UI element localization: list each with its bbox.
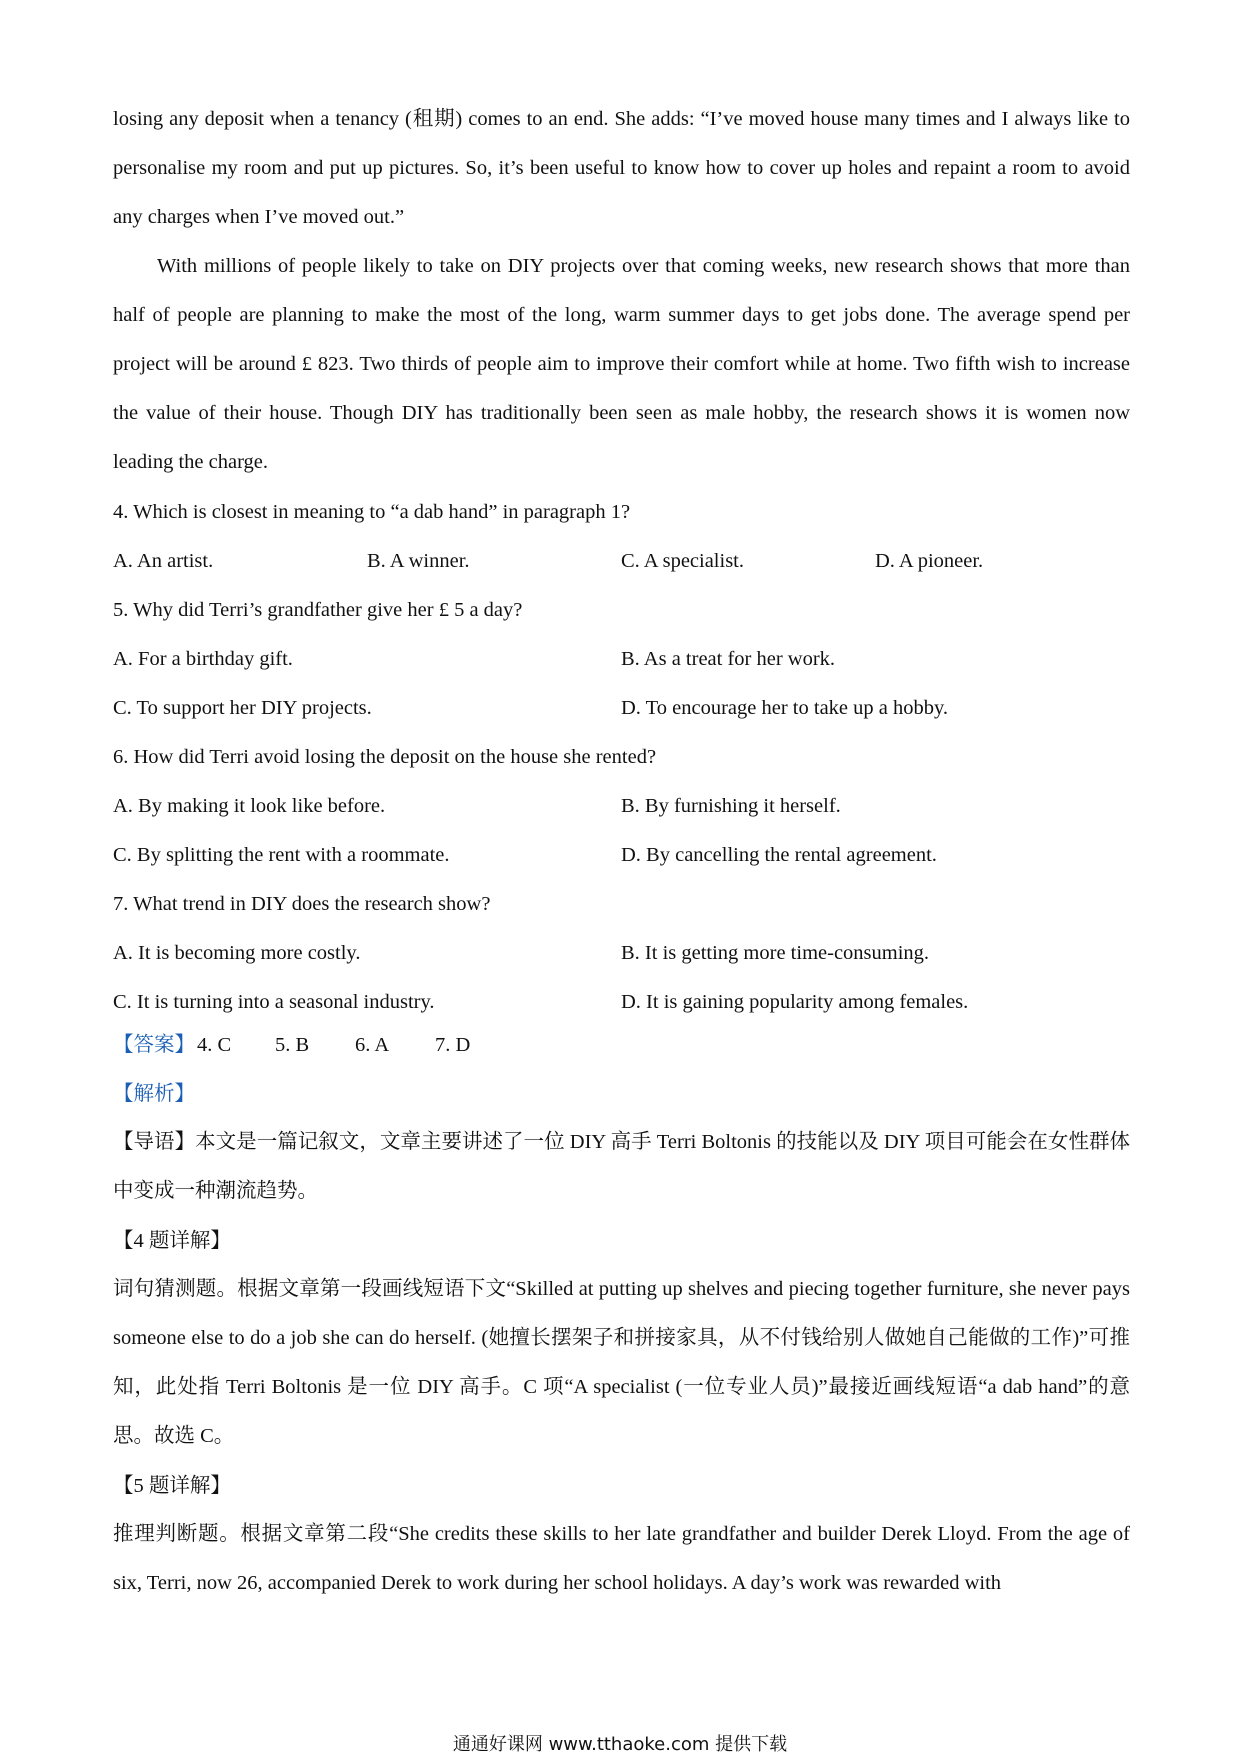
question-7-option-c: C. It is turning into a seasonal industry. [113, 991, 435, 1013]
question-4-option-c: C. A specialist. [621, 550, 744, 572]
question-5-option-a: A. For a birthday gift. [113, 648, 293, 670]
question-5-stem: 5. Why did Terri’s grandfather give her £ 5 a day? [113, 599, 523, 621]
question-6-option-c: C. By splitting the rent with a roommate. [113, 844, 450, 866]
question-5-option-c: C. To support her DIY projects. [113, 697, 372, 719]
question-6-option-b: B. By furnishing it herself. [621, 795, 841, 817]
q4-detail-heading: 【4 题详解】 [113, 1230, 231, 1252]
answer-4: 4. C [197, 1034, 232, 1056]
answer-6: 6. A [355, 1034, 390, 1056]
question-4-option-d: D. A pioneer. [875, 550, 984, 572]
question-7-option-b: B. It is getting more time-consuming. [621, 942, 930, 964]
q5-detail-text: 推理判断题。根据文章第二段“She credits these skills to her late grandfather and builder Derek Lloyd. From the age of six, Terri, now 26, accompanied Derek to work during her school holidays. A day’s work was rewarded with [113, 1523, 1130, 1594]
answer-5: 5. B [275, 1034, 310, 1056]
question-6-stem: 6. How did Terri avoid losing the deposit on the house she rented? [113, 746, 657, 768]
answer-7: 7. D [435, 1034, 471, 1056]
guide-section [113, 1118, 1130, 1216]
question-6-option-a: A. By making it look like before. [113, 795, 386, 817]
analysis-label: 【解析】 [113, 1083, 195, 1105]
answer-key [113, 1033, 470, 1057]
question-5-option-d: D. To encourage her to take up a hobby. [621, 697, 949, 719]
question-4-option-a: A. An artist. [113, 550, 214, 572]
passage-paragraph-1: losing any deposit when a tenancy (租期) comes to an end. She adds: “I’ve moved house many times and I always like to personalise my room and put up pictures. So, it’s been useful to know how to cover up holes and repaint a room to avoid any charges when I’ve moved out.” [113, 108, 1130, 228]
question-7-stem: 7. What trend in DIY does the research show? [113, 893, 491, 915]
question-7-option-a: A. It is becoming more costly. [113, 942, 361, 964]
q4-detail-text: 词句猜测题。根据文章第一段画线短语下文“Skilled at putting up shelves and piecing together furniture, she never pays someone else to do a job she can do herself. (她擅长摆架子和拼接家具，从不付钱给别人做她自己能做的工作)”可推知，此处指 Terri Boltonis 是一位 DIY 高手。C 项“A specialist (一位专业人员)”最接近画线短语“a dab hand”的意思。故选 C。 [113, 1278, 1130, 1447]
question-5-option-b: B. As a treat for her work. [621, 648, 836, 670]
passage-paragraph-2: With millions of people likely to take on DIY projects over that coming weeks, new research shows that more than half of people are planning to make the most of the long, warm summer days to get jobs done. The average spend per project will be around £ 823. Two thirds of people aim to improve their comfort while at home. Two fifth wish to increase the value of their house. Though DIY has traditionally been seen as male hobby, the research shows it is women now leading the charge. [113, 255, 1130, 473]
q4-detail-section [113, 1265, 1130, 1461]
question-7-option-d: D. It is gaining popularity among females. [621, 991, 969, 1013]
guide-text: 【导语】本文是一篇记叙文，文章主要讲述了一位 DIY 高手 Terri Boltonis 的技能以及 DIY 项目可能会在女性群体中变成一种潮流趋势。 [113, 1131, 1130, 1202]
answer-key-label: 【答案】 [113, 1034, 195, 1056]
q5-detail-heading: 【5 题详解】 [113, 1475, 231, 1497]
question-4-option-b: B. A winner. [367, 550, 470, 572]
question-4-stem: 4. Which is closest in meaning to “a dab hand” in paragraph 1? [113, 501, 631, 523]
passage [113, 95, 1130, 487]
page-footer: 通通好课网 www.tthaoke.com 提供下载 [452, 1734, 788, 1755]
question-6-option-d: D. By cancelling the rental agreement. [621, 844, 937, 866]
q5-detail-section [113, 1510, 1130, 1608]
